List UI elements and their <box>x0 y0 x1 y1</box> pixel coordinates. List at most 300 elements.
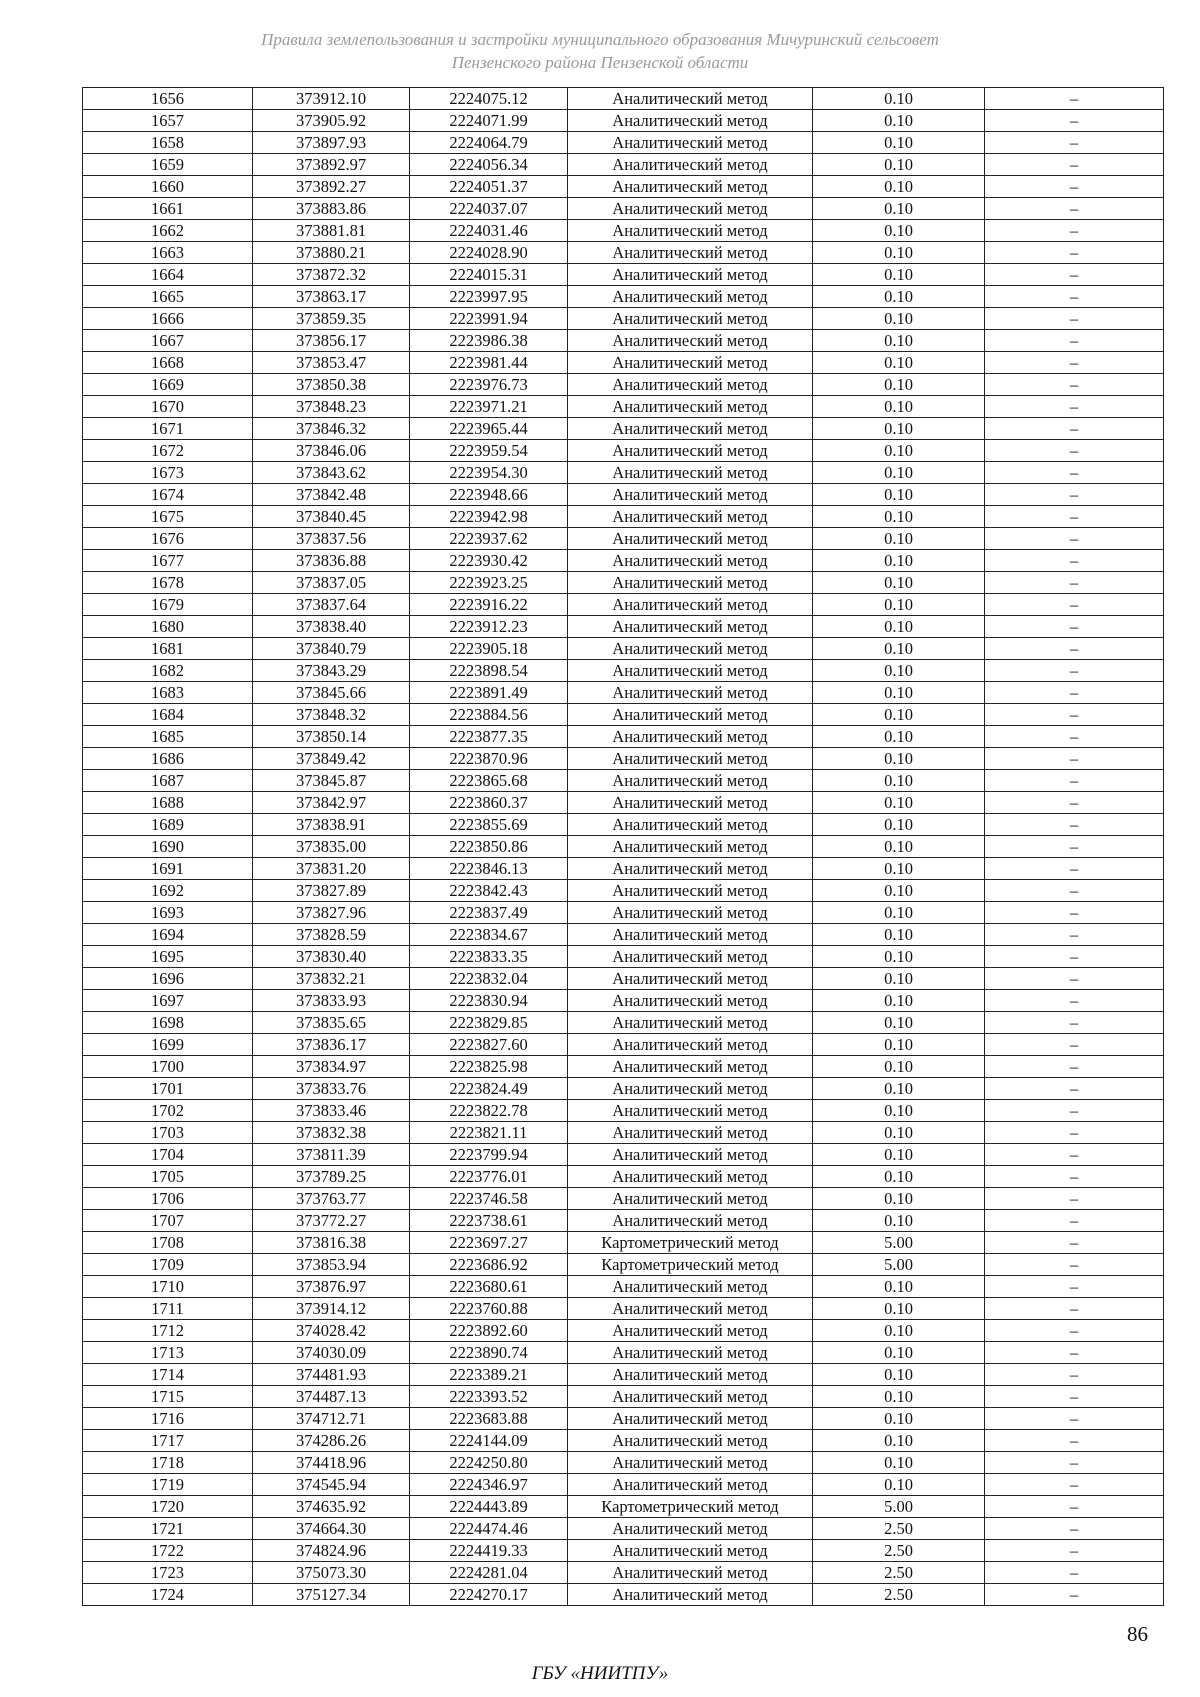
method-cell: Аналитический метод <box>568 1012 813 1034</box>
point-number-cell: 1698 <box>83 1012 253 1034</box>
table-row <box>83 770 1164 792</box>
y-coordinate-cell: 2223833.35 <box>410 946 568 968</box>
method-cell: Аналитический метод <box>568 1166 813 1188</box>
table-row <box>83 1188 1164 1210</box>
accuracy-cell: 2.50 <box>813 1540 985 1562</box>
x-coordinate-cell: 373836.17 <box>253 1034 410 1056</box>
table-row <box>83 1540 1164 1562</box>
method-cell: Аналитический метод <box>568 396 813 418</box>
note-cell: – <box>985 792 1164 814</box>
table-row <box>83 616 1164 638</box>
page-number: 86 <box>1127 1622 1148 1646</box>
method-cell: Аналитический метод <box>568 176 813 198</box>
x-coordinate-cell: 373845.66 <box>253 682 410 704</box>
method-cell: Аналитический метод <box>568 286 813 308</box>
y-coordinate-cell: 2224250.80 <box>410 1452 568 1474</box>
y-coordinate-cell: 2223393.52 <box>410 1386 568 1408</box>
method-cell: Аналитический метод <box>568 220 813 242</box>
note-cell: – <box>985 572 1164 594</box>
note-cell: – <box>985 396 1164 418</box>
point-number-cell: 1666 <box>83 308 253 330</box>
y-coordinate-cell: 2224015.31 <box>410 264 568 286</box>
x-coordinate-cell: 373856.17 <box>253 330 410 352</box>
table-row <box>83 1320 1164 1342</box>
table-row <box>83 1122 1164 1144</box>
x-coordinate-cell: 373835.65 <box>253 1012 410 1034</box>
x-coordinate-cell: 373881.81 <box>253 220 410 242</box>
x-coordinate-cell: 373837.05 <box>253 572 410 594</box>
note-cell: – <box>985 1342 1164 1364</box>
method-cell: Аналитический метод <box>568 858 813 880</box>
method-cell: Аналитический метод <box>568 594 813 616</box>
accuracy-cell: 0.10 <box>813 990 985 1012</box>
y-coordinate-cell: 2224281.04 <box>410 1562 568 1584</box>
accuracy-cell: 0.10 <box>813 858 985 880</box>
point-number-cell: 1695 <box>83 946 253 968</box>
y-coordinate-cell: 2223905.18 <box>410 638 568 660</box>
accuracy-cell: 0.10 <box>813 880 985 902</box>
point-number-cell: 1705 <box>83 1166 253 1188</box>
note-cell: – <box>985 814 1164 836</box>
x-coordinate-cell: 374664.30 <box>253 1518 410 1540</box>
accuracy-cell: 0.10 <box>813 154 985 176</box>
accuracy-cell: 0.10 <box>813 176 985 198</box>
x-coordinate-cell: 374545.94 <box>253 1474 410 1496</box>
x-coordinate-cell: 373832.38 <box>253 1122 410 1144</box>
x-coordinate-cell: 373840.45 <box>253 506 410 528</box>
y-coordinate-cell: 2223954.30 <box>410 462 568 484</box>
table-row <box>83 1386 1164 1408</box>
note-cell: – <box>985 330 1164 352</box>
table-row <box>83 1584 1164 1606</box>
y-coordinate-cell: 2223891.49 <box>410 682 568 704</box>
point-number-cell: 1714 <box>83 1364 253 1386</box>
point-number-cell: 1719 <box>83 1474 253 1496</box>
table-row <box>83 1496 1164 1518</box>
method-cell: Аналитический метод <box>568 1386 813 1408</box>
y-coordinate-cell: 2223986.38 <box>410 330 568 352</box>
method-cell: Аналитический метод <box>568 1584 813 1606</box>
note-cell: – <box>985 88 1164 110</box>
y-coordinate-cell: 2223825.98 <box>410 1056 568 1078</box>
y-coordinate-cell: 2223948.66 <box>410 484 568 506</box>
point-number-cell: 1662 <box>83 220 253 242</box>
note-cell: – <box>985 990 1164 1012</box>
note-cell: – <box>985 418 1164 440</box>
x-coordinate-cell: 373846.32 <box>253 418 410 440</box>
accuracy-cell: 2.50 <box>813 1562 985 1584</box>
accuracy-cell: 0.10 <box>813 330 985 352</box>
point-number-cell: 1724 <box>83 1584 253 1606</box>
method-cell: Аналитический метод <box>568 770 813 792</box>
accuracy-cell: 0.10 <box>813 1452 985 1474</box>
method-cell: Аналитический метод <box>568 1342 813 1364</box>
x-coordinate-cell: 373816.38 <box>253 1232 410 1254</box>
x-coordinate-cell: 373845.87 <box>253 770 410 792</box>
x-coordinate-cell: 373835.00 <box>253 836 410 858</box>
x-coordinate-cell: 373833.46 <box>253 1100 410 1122</box>
y-coordinate-cell: 2223892.60 <box>410 1320 568 1342</box>
method-cell: Картометрический метод <box>568 1232 813 1254</box>
accuracy-cell: 0.10 <box>813 1320 985 1342</box>
y-coordinate-cell: 2223799.94 <box>410 1144 568 1166</box>
x-coordinate-cell: 373836.88 <box>253 550 410 572</box>
point-number-cell: 1688 <box>83 792 253 814</box>
table-row <box>83 726 1164 748</box>
x-coordinate-cell: 373840.79 <box>253 638 410 660</box>
table-row <box>83 330 1164 352</box>
note-cell: – <box>985 770 1164 792</box>
table-row <box>83 594 1164 616</box>
table-row <box>83 220 1164 242</box>
method-cell: Аналитический метод <box>568 484 813 506</box>
y-coordinate-cell: 2223898.54 <box>410 660 568 682</box>
y-coordinate-cell: 2223991.94 <box>410 308 568 330</box>
note-cell: – <box>985 242 1164 264</box>
table-row <box>83 1518 1164 1540</box>
y-coordinate-cell: 2223937.62 <box>410 528 568 550</box>
y-coordinate-cell: 2223746.58 <box>410 1188 568 1210</box>
method-cell: Аналитический метод <box>568 308 813 330</box>
table-row <box>83 418 1164 440</box>
accuracy-cell: 0.10 <box>813 836 985 858</box>
table-row <box>83 792 1164 814</box>
x-coordinate-cell: 373848.23 <box>253 396 410 418</box>
table-row <box>83 880 1164 902</box>
accuracy-cell: 0.10 <box>813 198 985 220</box>
method-cell: Аналитический метод <box>568 1210 813 1232</box>
table-row <box>83 110 1164 132</box>
point-number-cell: 1679 <box>83 594 253 616</box>
method-cell: Аналитический метод <box>568 1320 813 1342</box>
note-cell: – <box>985 1144 1164 1166</box>
x-coordinate-cell: 373849.42 <box>253 748 410 770</box>
x-coordinate-cell: 373763.77 <box>253 1188 410 1210</box>
accuracy-cell: 0.10 <box>813 1276 985 1298</box>
table-row <box>83 1452 1164 1474</box>
method-cell: Аналитический метод <box>568 990 813 1012</box>
y-coordinate-cell: 2223997.95 <box>410 286 568 308</box>
point-number-cell: 1678 <box>83 572 253 594</box>
y-coordinate-cell: 2223912.23 <box>410 616 568 638</box>
accuracy-cell: 0.10 <box>813 682 985 704</box>
accuracy-cell: 0.10 <box>813 1298 985 1320</box>
accuracy-cell: 0.10 <box>813 616 985 638</box>
table-row <box>83 638 1164 660</box>
note-cell: – <box>985 528 1164 550</box>
method-cell: Аналитический метод <box>568 1452 813 1474</box>
method-cell: Аналитический метод <box>568 242 813 264</box>
point-number-cell: 1716 <box>83 1408 253 1430</box>
accuracy-cell: 0.10 <box>813 242 985 264</box>
note-cell: – <box>985 286 1164 308</box>
accuracy-cell: 0.10 <box>813 264 985 286</box>
accuracy-cell: 0.10 <box>813 1408 985 1430</box>
y-coordinate-cell: 2223738.61 <box>410 1210 568 1232</box>
y-coordinate-cell: 2224346.97 <box>410 1474 568 1496</box>
x-coordinate-cell: 374824.96 <box>253 1540 410 1562</box>
point-number-cell: 1665 <box>83 286 253 308</box>
note-cell: – <box>985 1298 1164 1320</box>
table-row <box>83 682 1164 704</box>
accuracy-cell: 0.10 <box>813 1342 985 1364</box>
method-cell: Аналитический метод <box>568 1122 813 1144</box>
table-row <box>83 1034 1164 1056</box>
y-coordinate-cell: 2223870.96 <box>410 748 568 770</box>
point-number-cell: 1657 <box>83 110 253 132</box>
point-number-cell: 1706 <box>83 1188 253 1210</box>
note-cell: – <box>985 1562 1164 1584</box>
accuracy-cell: 0.10 <box>813 1386 985 1408</box>
accuracy-cell: 0.10 <box>813 550 985 572</box>
y-coordinate-cell: 2224144.09 <box>410 1430 568 1452</box>
note-cell: – <box>985 902 1164 924</box>
point-number-cell: 1699 <box>83 1034 253 1056</box>
note-cell: – <box>985 1078 1164 1100</box>
accuracy-cell: 0.10 <box>813 484 985 506</box>
x-coordinate-cell: 373838.91 <box>253 814 410 836</box>
accuracy-cell: 0.10 <box>813 1012 985 1034</box>
y-coordinate-cell: 2224064.79 <box>410 132 568 154</box>
point-number-cell: 1722 <box>83 1540 253 1562</box>
x-coordinate-cell: 373831.20 <box>253 858 410 880</box>
accuracy-cell: 0.10 <box>813 1144 985 1166</box>
table-row <box>83 660 1164 682</box>
point-number-cell: 1717 <box>83 1430 253 1452</box>
point-number-cell: 1660 <box>83 176 253 198</box>
table-row <box>83 132 1164 154</box>
method-cell: Аналитический метод <box>568 374 813 396</box>
method-cell: Аналитический метод <box>568 968 813 990</box>
x-coordinate-cell: 373837.64 <box>253 594 410 616</box>
point-number-cell: 1681 <box>83 638 253 660</box>
note-cell: – <box>985 198 1164 220</box>
table-row <box>83 572 1164 594</box>
table-row <box>83 1364 1164 1386</box>
accuracy-cell: 0.10 <box>813 968 985 990</box>
y-coordinate-cell: 2223760.88 <box>410 1298 568 1320</box>
table-row <box>83 352 1164 374</box>
note-cell: – <box>985 1386 1164 1408</box>
y-coordinate-cell: 2224056.34 <box>410 154 568 176</box>
table-row <box>83 858 1164 880</box>
x-coordinate-cell: 373833.93 <box>253 990 410 1012</box>
note-cell: – <box>985 946 1164 968</box>
accuracy-cell: 0.10 <box>813 1034 985 1056</box>
x-coordinate-cell: 373789.25 <box>253 1166 410 1188</box>
accuracy-cell: 0.10 <box>813 572 985 594</box>
method-cell: Аналитический метод <box>568 748 813 770</box>
table-row <box>83 1474 1164 1496</box>
x-coordinate-cell: 373872.32 <box>253 264 410 286</box>
y-coordinate-cell: 2223877.35 <box>410 726 568 748</box>
y-coordinate-cell: 2223821.11 <box>410 1122 568 1144</box>
point-number-cell: 1703 <box>83 1122 253 1144</box>
accuracy-cell: 0.10 <box>813 1122 985 1144</box>
point-number-cell: 1674 <box>83 484 253 506</box>
y-coordinate-cell: 2223971.21 <box>410 396 568 418</box>
x-coordinate-cell: 373859.35 <box>253 308 410 330</box>
note-cell: – <box>985 1166 1164 1188</box>
y-coordinate-cell: 2224443.89 <box>410 1496 568 1518</box>
accuracy-cell: 5.00 <box>813 1496 985 1518</box>
y-coordinate-cell: 2223683.88 <box>410 1408 568 1430</box>
x-coordinate-cell: 373897.93 <box>253 132 410 154</box>
point-number-cell: 1685 <box>83 726 253 748</box>
note-cell: – <box>985 484 1164 506</box>
header-title-line-2: Пензенского района Пензенской области <box>451 53 749 72</box>
x-coordinate-cell: 373833.76 <box>253 1078 410 1100</box>
x-coordinate-cell: 373843.29 <box>253 660 410 682</box>
table-row <box>83 1144 1164 1166</box>
method-cell: Аналитический метод <box>568 418 813 440</box>
page-footer: ГБУ «НИИТПУ» <box>531 1663 669 1684</box>
point-number-cell: 1656 <box>83 88 253 110</box>
point-number-cell: 1673 <box>83 462 253 484</box>
point-number-cell: 1715 <box>83 1386 253 1408</box>
method-cell: Аналитический метод <box>568 1430 813 1452</box>
x-coordinate-cell: 373853.94 <box>253 1254 410 1276</box>
y-coordinate-cell: 2223865.68 <box>410 770 568 792</box>
method-cell: Аналитический метод <box>568 924 813 946</box>
x-coordinate-cell: 373811.39 <box>253 1144 410 1166</box>
table-row <box>83 264 1164 286</box>
table-row <box>83 528 1164 550</box>
x-coordinate-cell: 373838.40 <box>253 616 410 638</box>
table-row <box>83 1100 1164 1122</box>
accuracy-cell: 0.10 <box>813 462 985 484</box>
table-row <box>83 1056 1164 1078</box>
x-coordinate-cell: 374712.71 <box>253 1408 410 1430</box>
accuracy-cell: 2.50 <box>813 1584 985 1606</box>
point-number-cell: 1683 <box>83 682 253 704</box>
method-cell: Аналитический метод <box>568 572 813 594</box>
table-row <box>83 1408 1164 1430</box>
table-body <box>83 88 1164 1606</box>
method-cell: Аналитический метод <box>568 264 813 286</box>
y-coordinate-cell: 2224031.46 <box>410 220 568 242</box>
page-header <box>0 28 1200 74</box>
x-coordinate-cell: 373837.56 <box>253 528 410 550</box>
note-cell: – <box>985 638 1164 660</box>
x-coordinate-cell: 373830.40 <box>253 946 410 968</box>
point-number-cell: 1671 <box>83 418 253 440</box>
point-number-cell: 1676 <box>83 528 253 550</box>
accuracy-cell: 0.10 <box>813 1364 985 1386</box>
y-coordinate-cell: 2224071.99 <box>410 110 568 132</box>
accuracy-cell: 0.10 <box>813 1100 985 1122</box>
accuracy-cell: 0.10 <box>813 506 985 528</box>
x-coordinate-cell: 373912.10 <box>253 88 410 110</box>
y-coordinate-cell: 2223850.86 <box>410 836 568 858</box>
accuracy-cell: 0.10 <box>813 1210 985 1232</box>
method-cell: Аналитический метод <box>568 682 813 704</box>
point-number-cell: 1668 <box>83 352 253 374</box>
note-cell: – <box>985 1276 1164 1298</box>
accuracy-cell: 0.10 <box>813 726 985 748</box>
note-cell: – <box>985 176 1164 198</box>
point-number-cell: 1701 <box>83 1078 253 1100</box>
accuracy-cell: 0.10 <box>813 638 985 660</box>
y-coordinate-cell: 2223824.49 <box>410 1078 568 1100</box>
method-cell: Аналитический метод <box>568 814 813 836</box>
x-coordinate-cell: 373914.12 <box>253 1298 410 1320</box>
accuracy-cell: 2.50 <box>813 1518 985 1540</box>
x-coordinate-cell: 373905.92 <box>253 110 410 132</box>
method-cell: Аналитический метод <box>568 1144 813 1166</box>
y-coordinate-cell: 2223855.69 <box>410 814 568 836</box>
note-cell: – <box>985 748 1164 770</box>
table-row <box>83 462 1164 484</box>
note-cell: – <box>985 704 1164 726</box>
x-coordinate-cell: 374286.26 <box>253 1430 410 1452</box>
x-coordinate-cell: 373843.62 <box>253 462 410 484</box>
point-number-cell: 1669 <box>83 374 253 396</box>
point-number-cell: 1682 <box>83 660 253 682</box>
header-title-line-1: Правила землепользования и застройки муниципального образования Мичуринский сельсовет <box>261 30 939 49</box>
table-row <box>83 308 1164 330</box>
note-cell: – <box>985 1430 1164 1452</box>
x-coordinate-cell: 373863.17 <box>253 286 410 308</box>
accuracy-cell: 0.10 <box>813 308 985 330</box>
coordinates-table <box>82 87 1164 1606</box>
note-cell: – <box>985 220 1164 242</box>
method-cell: Аналитический метод <box>568 550 813 572</box>
method-cell: Аналитический метод <box>568 1100 813 1122</box>
point-number-cell: 1672 <box>83 440 253 462</box>
accuracy-cell: 0.10 <box>813 1166 985 1188</box>
x-coordinate-cell: 373846.06 <box>253 440 410 462</box>
point-number-cell: 1675 <box>83 506 253 528</box>
y-coordinate-cell: 2223981.44 <box>410 352 568 374</box>
note-cell: – <box>985 1122 1164 1144</box>
note-cell: – <box>985 506 1164 528</box>
x-coordinate-cell: 373850.38 <box>253 374 410 396</box>
x-coordinate-cell: 373876.97 <box>253 1276 410 1298</box>
y-coordinate-cell: 2223884.56 <box>410 704 568 726</box>
method-cell: Аналитический метод <box>568 1518 813 1540</box>
note-cell: – <box>985 1100 1164 1122</box>
note-cell: – <box>985 1408 1164 1430</box>
note-cell: – <box>985 374 1164 396</box>
table-row <box>83 924 1164 946</box>
y-coordinate-cell: 2223837.49 <box>410 902 568 924</box>
method-cell: Аналитический метод <box>568 638 813 660</box>
y-coordinate-cell: 2223930.42 <box>410 550 568 572</box>
method-cell: Аналитический метод <box>568 902 813 924</box>
note-cell: – <box>985 1320 1164 1342</box>
method-cell: Аналитический метод <box>568 1078 813 1100</box>
point-number-cell: 1721 <box>83 1518 253 1540</box>
accuracy-cell: 0.10 <box>813 1056 985 1078</box>
point-number-cell: 1670 <box>83 396 253 418</box>
point-number-cell: 1713 <box>83 1342 253 1364</box>
note-cell: – <box>985 924 1164 946</box>
note-cell: – <box>985 154 1164 176</box>
x-coordinate-cell: 373853.47 <box>253 352 410 374</box>
note-cell: – <box>985 550 1164 572</box>
note-cell: – <box>985 1364 1164 1386</box>
table-row <box>83 902 1164 924</box>
accuracy-cell: 5.00 <box>813 1232 985 1254</box>
y-coordinate-cell: 2223686.92 <box>410 1254 568 1276</box>
point-number-cell: 1720 <box>83 1496 253 1518</box>
y-coordinate-cell: 2223860.37 <box>410 792 568 814</box>
method-cell: Аналитический метод <box>568 660 813 682</box>
accuracy-cell: 0.10 <box>813 1078 985 1100</box>
y-coordinate-cell: 2223829.85 <box>410 1012 568 1034</box>
table-row <box>83 242 1164 264</box>
